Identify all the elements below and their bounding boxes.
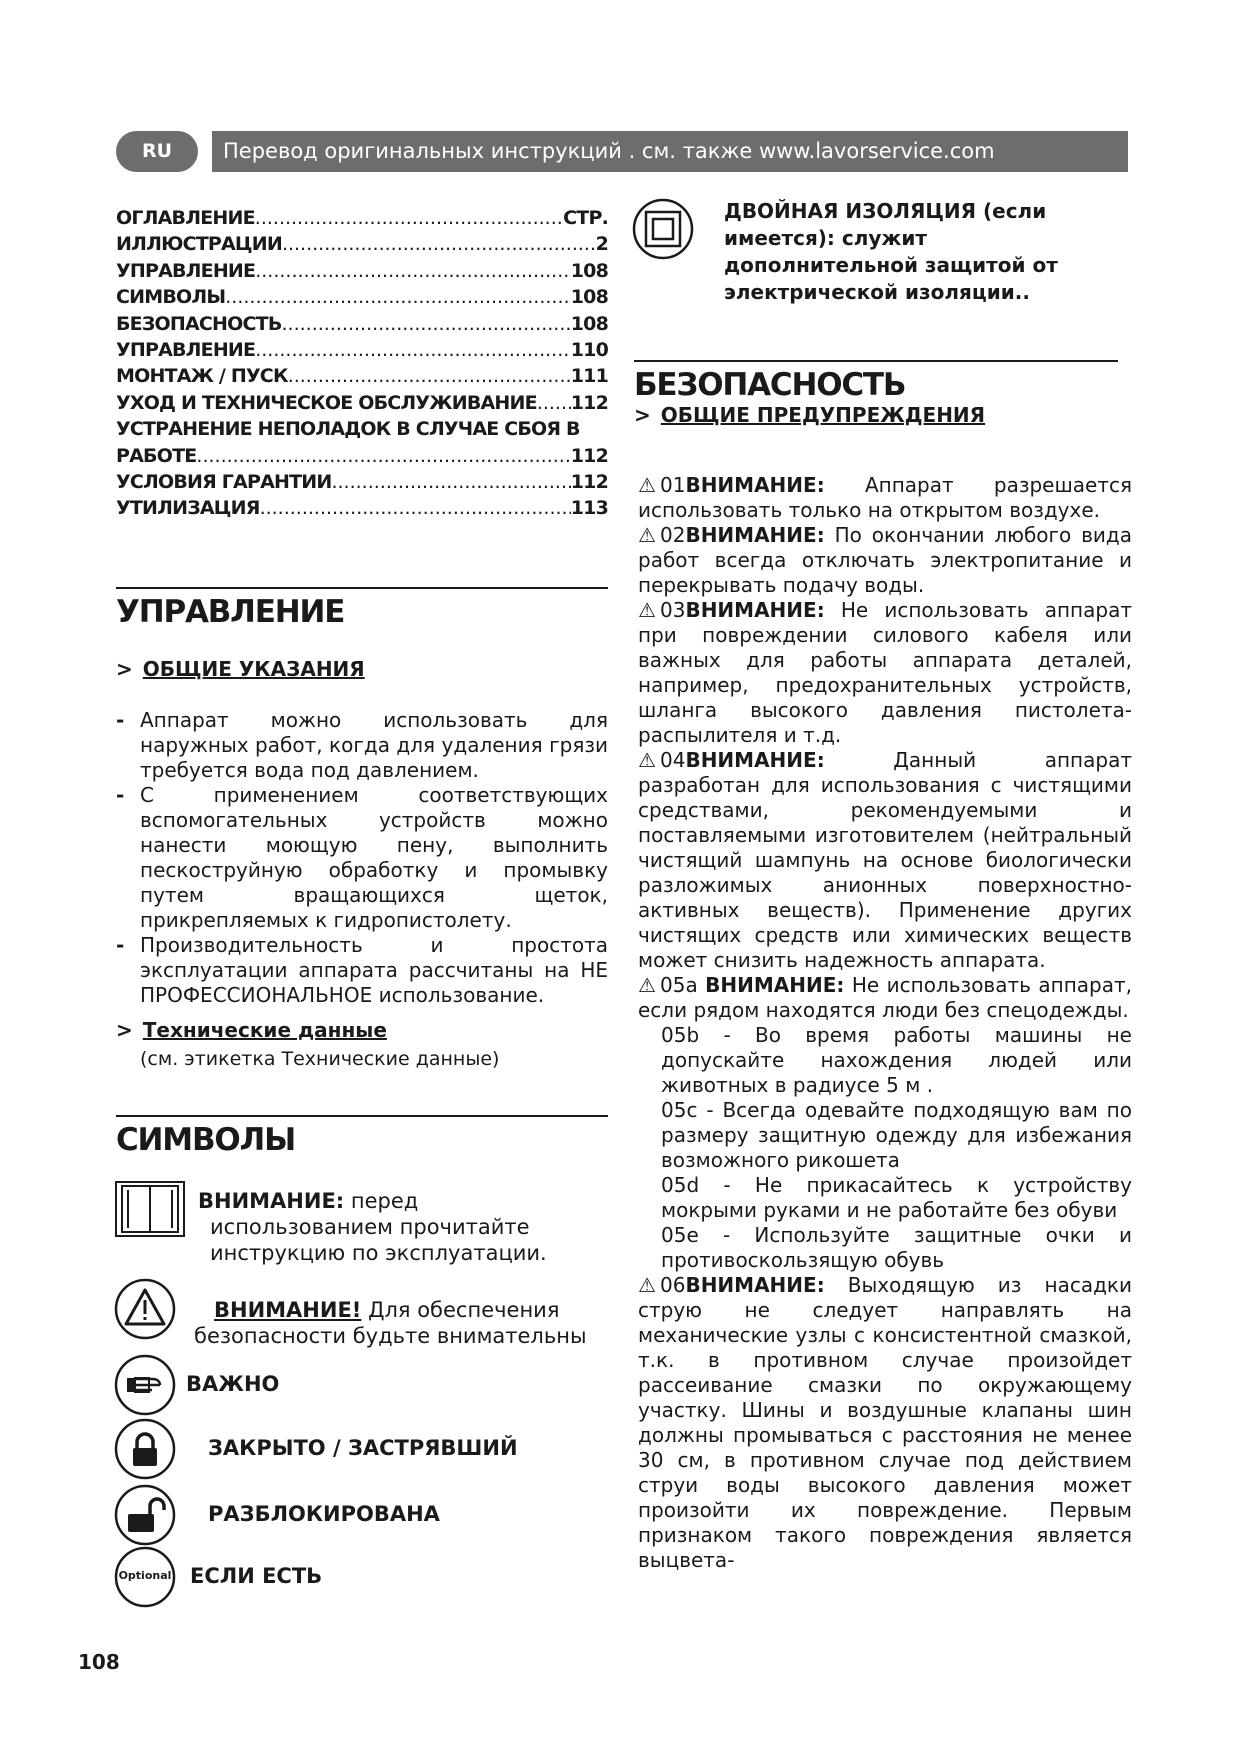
toc-row[interactable] xyxy=(116,469,608,495)
toc-label: МОНТАЖ / ПУСК xyxy=(116,365,288,388)
toc-leader xyxy=(282,231,596,257)
subheading-label[interactable]: Технические данные xyxy=(142,1018,387,1042)
toc-page: 108 xyxy=(570,312,608,335)
list-item: - С применением соответствующих вспомогательных устройств можно нанести моющую пену, выполнить пескоструйную обработку и промывку путем вращающихся щеток, прикрепляемых к гидропистолету. xyxy=(116,783,608,932)
language-badge: RU xyxy=(116,131,198,172)
lock-open-icon xyxy=(114,1484,176,1546)
toc-row[interactable] xyxy=(116,495,608,521)
header-text: Перевод оригинальных инструкций . см. также www.lavorservice.com xyxy=(223,139,995,163)
toc-leader xyxy=(288,363,571,389)
tech-note: (см. этикетка Технические данные) xyxy=(140,1048,500,1070)
toc-leader xyxy=(255,205,563,231)
subheading-label: ОБЩИЕ ПРЕДУПРЕЖДЕНИЯ xyxy=(660,403,986,427)
optional-badge-icon xyxy=(114,1546,176,1608)
warning-icon: ⚠ xyxy=(638,523,656,547)
toc-page: СТР. xyxy=(563,207,608,229)
toc-row[interactable] xyxy=(116,231,608,257)
pointing-hand-icon xyxy=(114,1354,176,1416)
toc-page: 108 xyxy=(570,259,608,282)
section-rule xyxy=(634,360,1118,362)
toc-leader xyxy=(260,495,571,521)
warning-icon: ⚠ xyxy=(638,598,656,622)
toc-page: 112 xyxy=(570,391,608,414)
warning-item: ⚠ 06ВНИМАНИЕ: Выходящую из насадки струю не следует направлять на механические узлы с консистентной смазкой, т.к. в противном случае произойдет рассеивание смазки по окружающему участку. Шины и воздушные клапаны шин должны промываться с расстояния не менее 30 см, в противном случае под действием струи воды высокого давления может произойти их повреждение. Первым признаком такого повреждения является выцвета- xyxy=(638,1273,1132,1572)
symbol-important-text: ВАЖНО xyxy=(186,1372,280,1396)
general-notes-list xyxy=(116,708,608,1008)
toc-leader xyxy=(255,258,571,284)
toc-label: ОГЛАВЛЕНИЕ xyxy=(116,207,255,229)
subheading-general xyxy=(116,657,365,681)
double-insulation-icon xyxy=(632,198,694,260)
symbol-unlocked-text: РАЗБЛОКИРОВАНА xyxy=(208,1502,440,1526)
warning-item: ⚠ 03ВНИМАНИЕ: Не использовать аппарат при повреждении силового кабеля или важных для работы аппарата деталей, например, предохранительных устройств, шланга высокого давления пистолета-распылителя и т.д. xyxy=(638,598,1132,747)
toc-leader xyxy=(537,390,571,416)
toc-row[interactable] xyxy=(116,258,608,284)
toc-row[interactable] xyxy=(116,337,608,363)
toc-row[interactable] xyxy=(116,443,608,469)
warning-icon: ⚠ xyxy=(638,973,656,997)
toc-label: УПРАВЛЕНИЕ xyxy=(116,259,256,282)
symbol-locked-text: ЗАКРЫТО / ЗАСТРЯВШИЙ xyxy=(208,1436,518,1460)
section-rule xyxy=(116,1115,608,1117)
warning-icon xyxy=(114,1278,176,1340)
warning-item: ⚠ 05a ВНИМАНИЕ: Не использовать аппарат, если рядом находятся люди без спецодежды. xyxy=(638,973,1132,1022)
toc-row[interactable] xyxy=(116,284,608,310)
toc-leader xyxy=(255,337,571,363)
toc-row[interactable] xyxy=(116,311,608,337)
warning-icon: ⚠ xyxy=(638,1273,656,1297)
list-item: - Аппарат можно использовать для наружных работ, когда для удаления грязи требуется вода под давлением. xyxy=(116,708,608,782)
toc-leader xyxy=(331,469,570,495)
optional-badge-label: Optional xyxy=(118,1569,172,1582)
list-item-text: Производительность и простота эксплуатации аппарата рассчитаны на НЕ ПРОФЕССИОНАЛЬНОЕ использование. xyxy=(140,933,608,1007)
warning-item: ⚠ 02ВНИМАНИЕ: По окончании любого вида работ всегда отключать электропитание и перекрывать подачу воды. xyxy=(638,523,1132,597)
toc-page: 113 xyxy=(570,497,608,520)
toc-leader xyxy=(225,284,570,310)
toc-page: 111 xyxy=(570,365,608,388)
toc-label: УТИЛИЗАЦИЯ xyxy=(116,497,260,520)
double-insulation-text: ДВОЙНАЯ ИЗОЛЯЦИЯ (если имеется): служит дополнительной защитой от электрической изоляции.. xyxy=(724,199,1058,304)
section-title-safety: БЕЗОПАСНОСТЬ xyxy=(634,367,906,403)
table-of-contents xyxy=(116,205,608,522)
toc-label: БЕЗОПАСНОСТЬ xyxy=(116,312,282,335)
symbol-book-text: ВНИМАНИЕ: перед использованием прочитайте инструкцию по эксплуатации. xyxy=(198,1189,547,1265)
lock-closed-icon xyxy=(114,1418,176,1480)
list-item-text: С применением соответствующих вспомогательных устройств можно нанести моющую пену, выполнить пескоструйную обработку и промывку путем вращающихся щеток, прикрепляемых к гидропистолету. xyxy=(140,783,608,932)
toc-leader xyxy=(282,311,571,337)
subheading-label: ОБЩИЕ УКАЗАНИЯ xyxy=(142,657,365,681)
subheading-tech: > Технические данные xyxy=(116,1018,387,1042)
warning-icon: ⚠ xyxy=(638,748,656,772)
section-title-symbols: СИМВОЛЫ xyxy=(116,1122,295,1158)
section-rule xyxy=(116,587,608,589)
toc-label: ИЛЛЮСТРАЦИИ xyxy=(116,233,282,256)
warning-subitem: 05b - Во время работы машины не допускайте нахождения людей или животных в радиусе 5 м . xyxy=(661,1023,1132,1097)
toc-label: УСЛОВИЯ ГАРАНТИИ xyxy=(116,471,332,494)
toc-leader xyxy=(196,443,570,469)
list-item-text: Аппарат можно использовать для наружных работ, когда для удаления грязи требуется вода под давлением. xyxy=(140,708,608,782)
page-header xyxy=(116,131,1128,172)
toc-row[interactable] xyxy=(116,416,608,442)
toc-row[interactable] xyxy=(116,205,608,231)
warnings-list xyxy=(638,473,1132,1573)
toc-page: 112 xyxy=(570,471,608,494)
warning-subitem: 05e - Используйте защитные очки и противоскользящую обувь xyxy=(661,1223,1132,1272)
toc-row[interactable] xyxy=(116,363,608,389)
symbol-warning-text: ВНИМАНИЕ! Для обеспечения безопасности будьте внимательны xyxy=(194,1298,587,1348)
warning-item: ⚠ 01ВНИМАНИЕ: Аппарат разрешается использовать только на открытом воздухе. xyxy=(638,473,1132,522)
symbol-optional-text: ЕСЛИ ЕСТЬ xyxy=(190,1564,323,1588)
toc-row[interactable] xyxy=(116,390,608,416)
subheading-warnings: > ОБЩИЕ ПРЕДУПРЕЖДЕНИЯ xyxy=(634,403,986,427)
toc-label: УПРАВЛЕНИЕ xyxy=(116,339,256,362)
toc-label: УСТРАНЕНИЕ НЕПОЛАДОК В СЛУЧАЕ СБОЯ В xyxy=(116,418,580,441)
toc-label: РАБОТЕ xyxy=(116,444,197,467)
warning-subitem: 05d - Не прикасайтесь к устройству мокрыми руками и не работайте без обуви xyxy=(661,1173,1132,1222)
warning-icon: ⚠ xyxy=(638,473,656,497)
section-title-control: УПРАВЛЕНИЕ xyxy=(116,594,345,630)
warning-item: ⚠ 04ВНИМАНИЕ: Данный аппарат разработан для использования с чистящими средствами, рекомендуемыми и поставляемыми изготовителем (нейтральный чистящий шампунь на основе биологически разложимых анионных поверхностно-активных веществ). Применение других чистящих средств или химических веществ может снизить надежность аппарата. xyxy=(638,748,1132,972)
toc-label: СИМВОЛЫ xyxy=(116,286,226,309)
list-item: - Производительность и простота эксплуатации аппарата рассчитаны на НЕ ПРОФЕССИОНАЛЬНОЕ использование. xyxy=(116,933,608,1007)
toc-page: 108 xyxy=(570,286,608,309)
toc-page: 110 xyxy=(570,339,608,362)
warning-subitem: 05c - Всегда одевайте подходящую вам по размеру защитную одежду для избежания возможного рикошета xyxy=(661,1098,1132,1172)
toc-page: 2 xyxy=(595,233,608,256)
toc-label: УХОД И ТЕХНИЧЕСКОЕ ОБСЛУЖИВАНИЕ xyxy=(116,391,537,414)
toc-page: 112 xyxy=(570,444,608,467)
page-number: 108 xyxy=(78,1650,120,1674)
book-icon xyxy=(114,1180,186,1238)
subheading-arrow: > xyxy=(116,657,133,681)
